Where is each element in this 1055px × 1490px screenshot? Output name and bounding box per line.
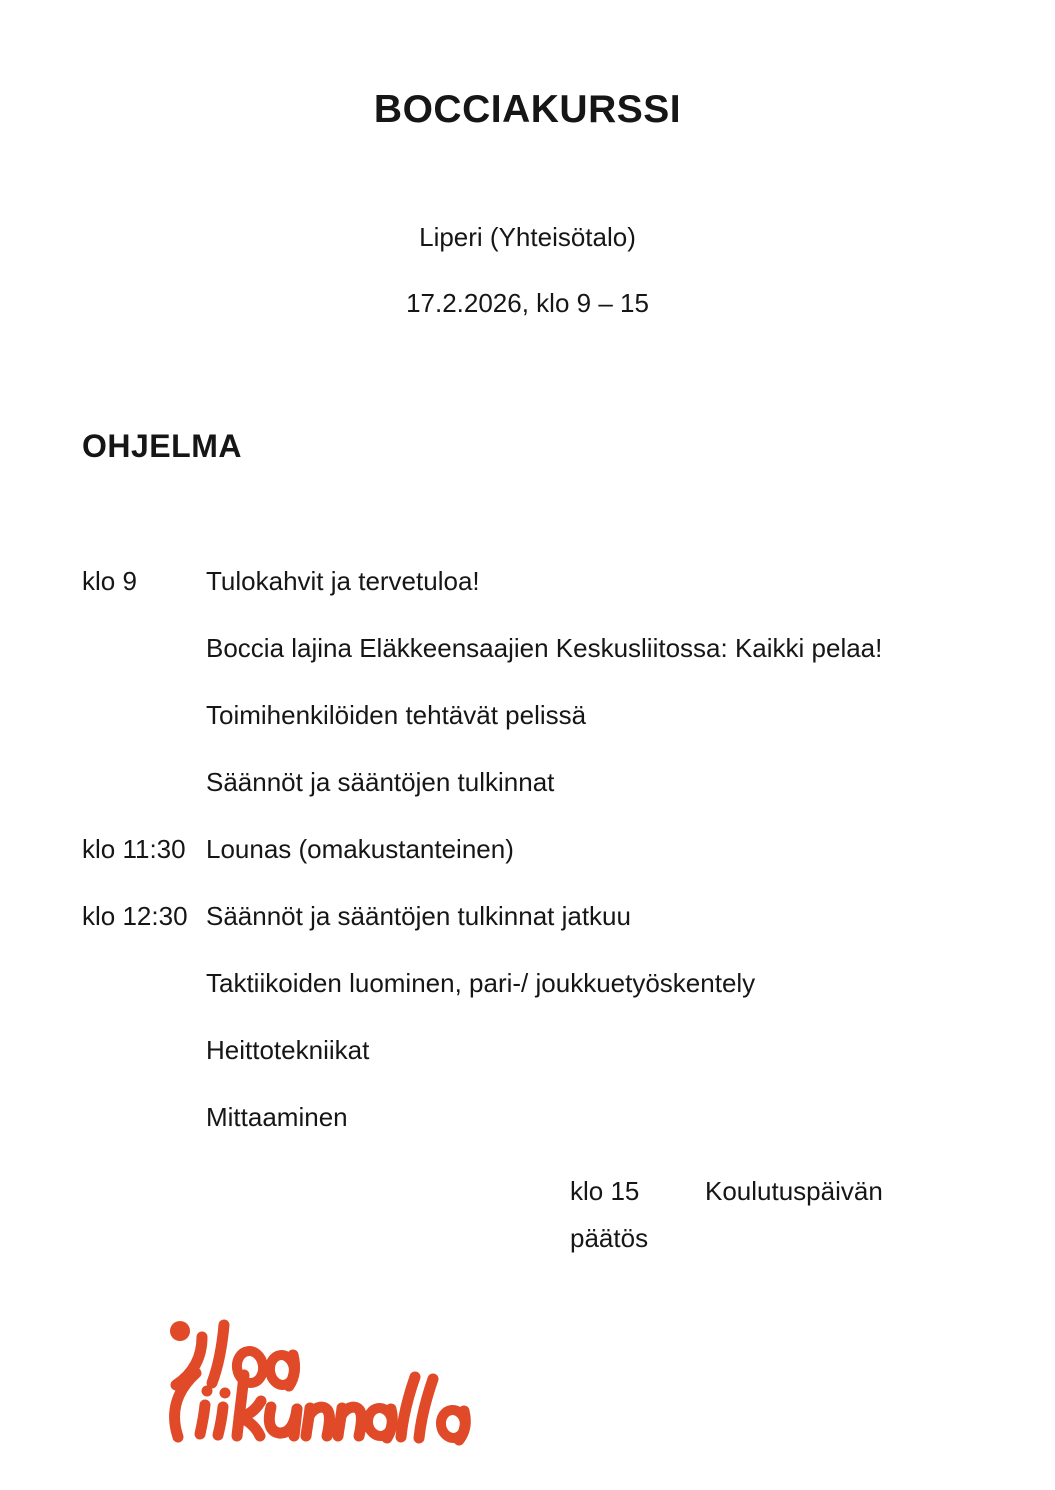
schedule-time [82, 1100, 206, 1134]
schedule-time [82, 698, 206, 732]
schedule-text: Tulokahvit ja tervetuloa! [206, 566, 480, 596]
iloa-liikunnalla-logo-art [158, 1314, 498, 1446]
schedule-text: Heittotekniikat [206, 1035, 370, 1065]
schedule-time: klo 9 [82, 566, 137, 596]
schedule-row [82, 1100, 997, 1134]
schedule-time: klo 12:30 [82, 901, 188, 931]
schedule-text: Säännöt ja sääntöjen tulkinnat jatkuu [206, 901, 631, 931]
schedule-text: Lounas (omakustanteinen) [206, 834, 514, 864]
schedule-text: Mittaaminen [206, 1102, 348, 1132]
schedule-time [82, 1033, 206, 1067]
iloa-liikunnalla-logo [158, 1314, 498, 1446]
schedule-row [82, 1033, 997, 1067]
schedule-time [82, 631, 206, 665]
schedule-row [82, 899, 997, 933]
schedule-row [82, 832, 997, 866]
datetime-line: 17.2.2026, klo 9 – 15 [406, 288, 649, 318]
program-heading: OHJELMA [82, 428, 242, 464]
location-line: Liperi (Yhteisötalo) [419, 222, 636, 252]
schedule-time [82, 765, 206, 799]
schedule-text: Boccia lajina Eläkkeensaajien Keskusliitossa: Kaikki pelaa! [206, 633, 883, 663]
closing-time: klo 15 [570, 1176, 640, 1206]
schedule-row [82, 698, 997, 732]
schedule-row [82, 765, 997, 799]
schedule-text: Säännöt ja sääntöjen tulkinnat [206, 767, 555, 797]
schedule-closing [570, 1168, 940, 1262]
closing-text: Koulutuspäivän päätös [570, 1176, 883, 1253]
schedule-time [82, 966, 206, 1000]
schedule-row [82, 564, 997, 598]
page-title: BOCCIAKURSSI [373, 88, 682, 131]
schedule-row [82, 631, 997, 665]
schedule-time: klo 11:30 [82, 834, 186, 864]
schedule-list [82, 564, 997, 1167]
schedule-text: Taktiikoiden luominen, pari-/ joukkuetyöskentely [206, 968, 756, 998]
schedule-row [82, 966, 997, 1000]
schedule-text: Toimihenkilöiden tehtävät pelissä [206, 700, 587, 730]
